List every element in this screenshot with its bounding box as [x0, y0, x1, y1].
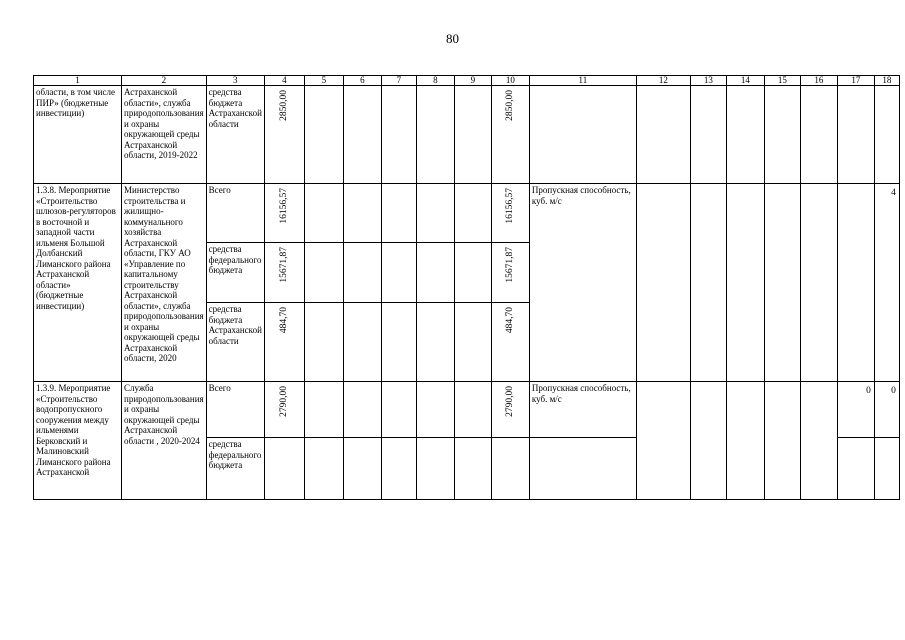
indicator-value-cell: 0 — [837, 382, 874, 438]
indicator-value-cell: 4 — [874, 184, 899, 382]
page-number: 80 — [446, 31, 459, 46]
amount-value: 2790,00 — [279, 386, 290, 417]
amount-total-cell — [264, 382, 304, 438]
indicator-cell: Пропускная способность, куб. м/с — [529, 382, 636, 438]
amount-year-cell — [491, 243, 529, 303]
table-row — [34, 382, 900, 438]
table-row — [34, 184, 900, 243]
header-cell: 16 — [800, 76, 837, 86]
header-cell: 12 — [636, 76, 690, 86]
header-cell: 17 — [837, 76, 874, 86]
measure-name-cell: области, в том числе ПИР» (бюджетные инвестиции) — [34, 86, 122, 184]
header-cell: 13 — [690, 76, 726, 86]
funding-source-cell: средства федерального бюджета — [206, 243, 264, 303]
amount-total-cell — [264, 243, 304, 303]
funding-source-cell: Всего — [206, 184, 264, 243]
amount-value: 2790,00 — [505, 386, 516, 417]
executor-cell: Министерство строительства и жилищно-коммунального хозяйства Астраханской области, ГКУ АО «Управление по капитальному строительству Астраханской области», служба природопользования и охраны окружающей среды Астраханской области, 2020 — [122, 184, 207, 382]
header-cell: 2 — [122, 76, 207, 86]
header-cell: 4 — [264, 76, 304, 86]
amount-total-cell — [264, 303, 304, 382]
amount-value: 484,70 — [505, 307, 516, 334]
amount-year-cell — [491, 303, 529, 382]
amount-year-cell — [491, 86, 529, 184]
amount-value: 15671,87 — [505, 247, 516, 283]
measure-name-cell: 1.3.8. Мероприятие «Строительство шлюзов-регуляторов в восточной и западной части ильменя Большой Долбанский Лиманского района Астраханской области» (бюджетные инвестиции) — [34, 184, 122, 382]
amount-year-cell — [491, 438, 529, 500]
funding-source-cell: Всего — [206, 382, 264, 438]
amount-year-cell — [491, 184, 529, 243]
indicator-cell: Пропускная способность, куб. м/с — [529, 184, 636, 382]
amount-year-cell — [491, 382, 529, 438]
amount-total-cell — [264, 438, 304, 500]
header-cell: 8 — [416, 76, 454, 86]
executor-cell: Астраханской области», служба природопользования и охраны окружающей среды Астраханской области, 2019-2022 — [122, 86, 207, 184]
header-row — [34, 76, 900, 86]
header-cell: 7 — [381, 76, 416, 86]
header-cell: 6 — [343, 76, 381, 86]
header-cell: 10 — [491, 76, 529, 86]
header-cell: 18 — [874, 76, 899, 86]
header-cell: 14 — [726, 76, 764, 86]
funding-source-cell: средства бюджета Астраханской области — [206, 303, 264, 382]
header-cell: 15 — [764, 76, 800, 86]
funding-source-cell: средства федерального бюджета — [206, 438, 264, 500]
header-cell: 11 — [529, 76, 636, 86]
header-cell: 3 — [206, 76, 264, 86]
funding-source-cell: средства бюджета Астраханской области — [206, 86, 264, 184]
measure-name-cell: 1.3.9. Мероприятие «Строительство водопропускного сооружения между ильменями Берковский и Малиновский Лиманского района Астраханской — [34, 382, 122, 500]
amount-value: 15671,87 — [279, 247, 290, 283]
amount-value: 2850,00 — [279, 90, 290, 121]
table-row — [34, 86, 900, 184]
amount-value: 484,70 — [279, 307, 290, 334]
amount-total-cell — [264, 184, 304, 243]
header-cell: 5 — [304, 76, 343, 86]
header-cell: 1 — [34, 76, 122, 86]
header-cell: 9 — [454, 76, 491, 86]
amount-value: 16156,57 — [279, 188, 290, 224]
program-table — [33, 75, 900, 500]
amount-value: 2850,00 — [505, 90, 516, 121]
executor-cell: Служба природопользования и охраны окружающей среды Астраханской области , 2020-2024 — [122, 382, 207, 500]
amount-total-cell — [264, 86, 304, 184]
amount-value: 16156,57 — [505, 188, 516, 224]
indicator-value-cell: 0 — [874, 382, 899, 438]
